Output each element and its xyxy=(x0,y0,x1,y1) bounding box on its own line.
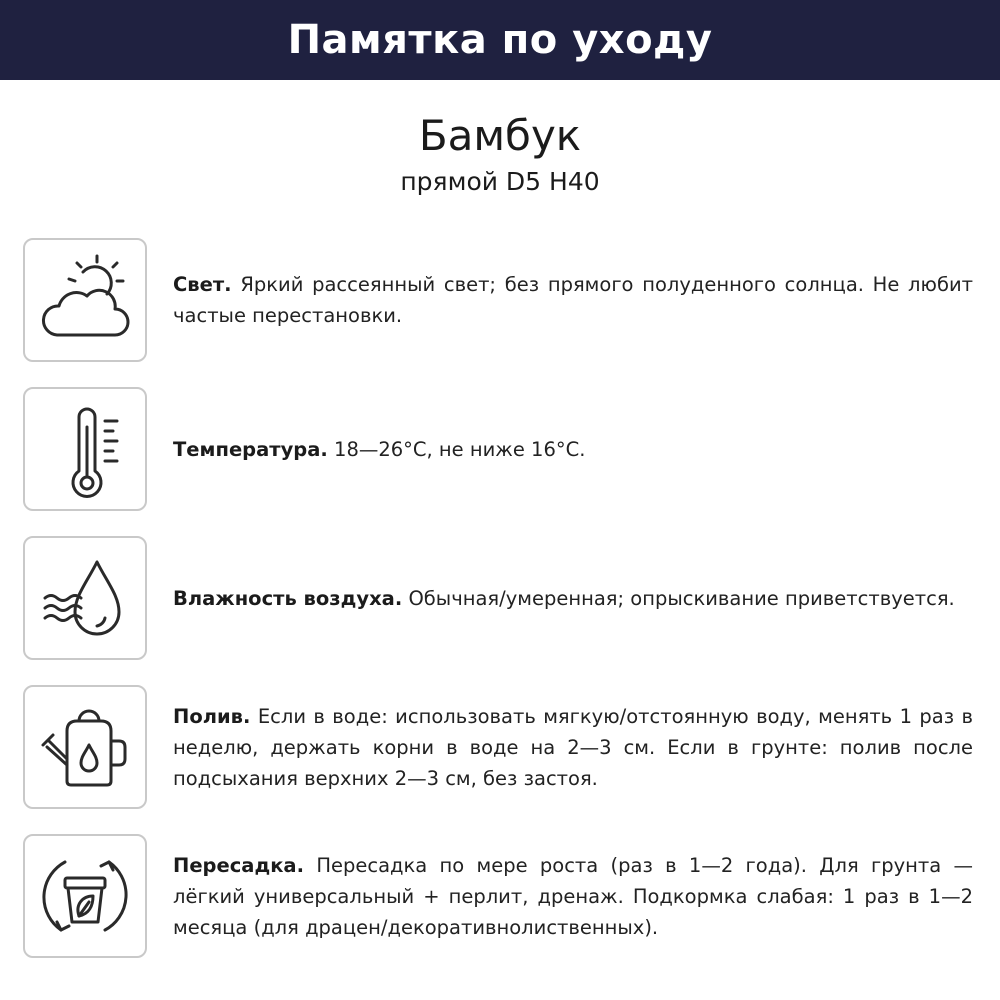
care-item-description: Если в воде: использовать мягкую/отстоянную воду, менять 1 раз в неделю, держать корни в воде на 2—3 см. Если в грунте: полив после подсыхания верхних 2—3 см, без застоя. xyxy=(173,704,973,790)
care-item-temperature xyxy=(23,387,983,515)
care-item-text xyxy=(173,834,973,958)
care-item-description: Яркий рассеянный свет; без прямого полуденного солнца. Не любит частые перестановки. xyxy=(173,273,973,327)
care-item-watering xyxy=(23,685,983,813)
icon-box xyxy=(23,536,147,660)
icon-box xyxy=(23,834,147,958)
page-title: Памятка по уходу xyxy=(287,17,713,63)
icon-box xyxy=(23,387,147,511)
care-item-text xyxy=(173,536,973,660)
care-item-description: Пересадка по мере роста (раз в 1—2 года). Для грунта — лёгкий универсальный + перлит, дренаж. Подкормка слабая: 1 раз в 1—2 месяца (для драцен/декоративнолиственных). xyxy=(173,853,973,939)
watering-can-icon xyxy=(35,697,135,797)
icon-box xyxy=(23,238,147,362)
care-item-text xyxy=(173,685,973,809)
repot-pot-icon xyxy=(35,846,135,946)
plant-variant: прямой D5 H40 xyxy=(400,167,600,196)
care-item-label: Свет. xyxy=(173,273,232,296)
icon-box xyxy=(23,685,147,809)
header-bar xyxy=(0,0,1000,80)
humidity-drop-icon xyxy=(35,548,135,648)
care-item-text xyxy=(173,387,973,511)
care-item-repotting xyxy=(23,834,983,962)
care-item-description: Обычная/умеренная; опрыскивание приветствуется. xyxy=(408,586,955,610)
sun-cloud-icon xyxy=(35,250,135,350)
care-item-text xyxy=(173,238,973,362)
care-item-label: Пересадка. xyxy=(173,853,304,877)
care-item-humidity xyxy=(23,536,983,664)
thermometer-icon xyxy=(35,399,135,499)
plant-name: Бамбук xyxy=(418,111,582,160)
care-item-label: Полив. xyxy=(173,704,251,728)
care-item-label: Влажность воздуха. xyxy=(173,586,403,610)
care-item-label: Температура. xyxy=(173,437,328,461)
care-item-light xyxy=(23,238,983,366)
care-item-description: 18—26°C, не ниже 16°C. xyxy=(334,437,586,461)
